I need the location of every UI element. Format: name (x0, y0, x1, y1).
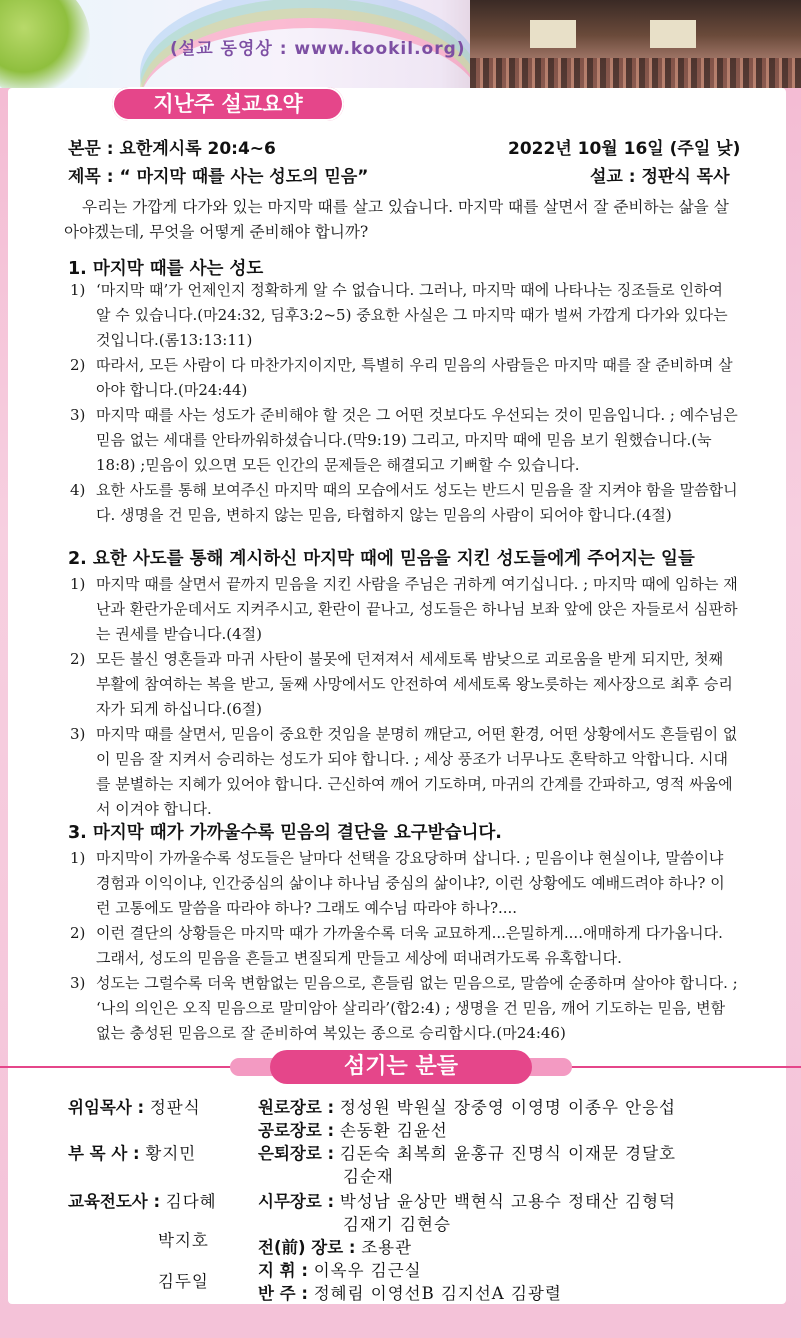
servant-names: 조용관 (361, 1238, 413, 1257)
section-items (70, 572, 738, 822)
servant-entry (158, 1227, 209, 1251)
tree-leaves-decoration (0, 0, 90, 88)
servant-entry (68, 1094, 201, 1118)
section-heading: 2. 요한 사도를 통해 계시하신 마지막 때에 믿음을 지킨 성도들에게 주어지는 일들 (68, 549, 695, 569)
item-text: 마지막 때를 살면서, 믿음이 중요한 것임을 분명히 깨닫고, 어떤 환경, 어떤 상황에서도 흔들림이 없이 믿음 잘 지켜서 승리하는 성도가 되야 합니다. ; 세상 풍조가 너무나도 혼탁하고 악합니다. 시대를 분별하는 지혜가 있어야 합니다. 근신하여 깨어 기도하며, 마귀의 간계를 간파하고, 영적 싸움에서 이겨야 합니다. (96, 725, 738, 818)
list-item (70, 353, 738, 403)
servant-names: 김순재 (343, 1167, 394, 1186)
servant-names: 박지호 (158, 1231, 209, 1250)
header-banner (0, 0, 801, 88)
servant-role: 공로장로 : (258, 1121, 340, 1140)
servant-role: 전(前) 장로 : (258, 1238, 362, 1257)
item-number: 3) (70, 725, 86, 743)
sermon-date: 2022년 10월 16일 (주일 낮) (508, 139, 741, 159)
section-items (70, 278, 738, 528)
congregation (470, 58, 801, 88)
item-text: 마지막 때를 사는 성도가 준비해야 할 것은 그 어떤 것보다도 우선되는 것이 믿음입니다. ; 예수님은 믿음 없는 세대를 안타까워하셨습니다.(막9:19) 그리고, 마지막 때에 믿음 보기 원했습니다.(눅18:8) ;믿음이 있으면 모든 인간의 문제들은 해결되고 기뻐할 수 있습니다. (96, 406, 738, 474)
item-number: 2) (70, 650, 86, 668)
section-heading: 3. 마지막 때가 가까울수록 믿음의 결단을 요구받습니다. (68, 823, 502, 843)
item-number: 2) (70, 924, 86, 942)
item-text: ‘마지막 때’가 언제인지 정확하게 알 수 없습니다. 그러나, 마지막 때에 나타나는 징조들로 인하여 알 수 있습니다.(마24:32, 딤후3:2~5) 중요한 사실은 그 마지막 때가 벌써 가깝게 다가와 있다는 것입니다.(롬13:13:11) (96, 281, 728, 349)
servant-names: 정판식 (149, 1098, 201, 1117)
servant-entry (343, 1163, 394, 1187)
servant-entry (68, 1140, 196, 1164)
website-link[interactable]: (설교 동영상 : www.kookil.org) (170, 39, 466, 59)
item-text: 따라서, 모든 사람이 다 마찬가지이지만, 특별히 우리 믿음의 사람들은 마지막 때를 잘 준비하며 살아야 합니다.(마24:44) (96, 356, 733, 399)
projector-screen (530, 20, 576, 48)
item-text: 마지막 때를 살면서 끝까지 믿음을 지킨 사람을 주님은 귀하게 여기십니다. ; 마지막 때에 임하는 재난과 환란가운데서도 지켜주시고, 환란이 끝나고, 성도들은 하나님 보좌 앞에 앉은 자들로서 심판하는 권세를 받습니다.(4절) (96, 575, 738, 643)
servant-role: 부 목 사 : (68, 1144, 146, 1163)
item-text: 마지막이 가까울수록 성도들은 날마다 선택을 강요당하며 삽니다. ; 믿음이냐 현실이냐, 말씀이냐 경험과 이익이냐, 인간중심의 삶이냐 하나님 중심의 삶이냐?, 이런 상황에도 예배드려야 하나? 이런 고통에도 말씀을 따라야 하나? 그래도 예수님 따라야 하나?.... (96, 849, 725, 917)
servant-names: 김다혜 (165, 1192, 217, 1211)
servants-heading (270, 1050, 532, 1084)
list-item (70, 278, 738, 353)
servant-role: 원로장로 : (258, 1098, 340, 1117)
servant-role: 지 휘 : (258, 1261, 314, 1280)
servant-role: 반 주 : (258, 1284, 314, 1303)
list-item (70, 722, 738, 822)
item-number: 2) (70, 356, 86, 374)
servant-role: 은퇴장로 : (258, 1144, 340, 1163)
item-number: 1) (70, 281, 86, 299)
servant-entry (158, 1268, 209, 1292)
servant-role: 교육전도사 : (68, 1192, 166, 1211)
servant-names: 김재기 김현승 (343, 1215, 451, 1234)
servant-entry (258, 1188, 676, 1212)
servant-entry (258, 1140, 676, 1164)
servants-header (0, 1050, 801, 1084)
servant-names: 황지민 (145, 1144, 197, 1163)
servant-entry (258, 1094, 676, 1118)
servant-entry (343, 1211, 451, 1235)
servant-role: 시무장로 : (258, 1192, 340, 1211)
item-text: 요한 사도를 통해 보여주신 마지막 때의 모습에서도 성도는 반드시 믿음을 잘 지켜야 함을 말씀합니다. 생명을 건 믿음, 변하지 않는 믿음, 타협하지 않는 믿음의 사람이 되어야 합니다.(4절) (96, 481, 738, 524)
servant-names: 이옥우 김근실 (313, 1261, 422, 1280)
servant-entry (258, 1257, 422, 1281)
list-item (70, 478, 738, 528)
scripture-text: 본문 : 요한계시록 20:4~6 (68, 139, 276, 159)
servant-names: 박성남 윤상만 백현식 고용수 정태산 김형덕 (339, 1192, 676, 1211)
item-number: 4) (70, 481, 86, 499)
list-item (70, 647, 738, 722)
item-number: 1) (70, 849, 86, 867)
item-text: 모든 불신 영혼들과 마귀 사탄이 불못에 던져져서 세세토록 밤낮으로 괴로움을 받게 되지만, 첫째 부활에 참여하는 복을 받고, 둘째 사망에서도 안전하여 세세토록 왕노릇하는 제사장으로 최후 승리자가 되게 하십니다.(6절) (96, 650, 733, 718)
servant-entry (68, 1188, 217, 1212)
servant-entry (258, 1234, 412, 1258)
servants-heading-text: 섬기는 분들 (344, 1054, 458, 1079)
projector-screen (650, 20, 696, 48)
item-text: 성도는 그럴수록 더욱 변함없는 믿음으로, 흔들림 없는 믿음으로, 말씀에 순종하며 살아야 합니다. ; ‘나의 의인은 오직 믿음으로 말미암아 살리라’(합2:4) ; 생명을 건 믿음, 깨어 기도하는 믿음, 변함없는 충성된 믿음으로 잘 준비하여 복있는 종으로 승리합시다.(마24:46) (96, 974, 738, 1042)
sermon-intro: 우리는 가깝게 다가와 있는 마지막 때를 살고 있습니다. 마지막 때를 살면서 잘 준비하는 삶을 살아야겠는데, 무엇을 어떻게 준비해야 합니까? (64, 198, 729, 241)
servant-entry (258, 1280, 562, 1304)
item-number: 3) (70, 974, 86, 992)
servant-names: 손동환 김윤선 (339, 1121, 448, 1140)
item-text: 이런 결단의 상황들은 마지막 때가 가까울수록 더욱 교묘하게...은밀하게....애매하게 다가옵니다. 그래서, 성도의 믿음을 흔들고 변질되게 만들고 세상에 떠내려가도록 유혹합니다. (96, 924, 723, 967)
servant-role: 위임목사 : (68, 1098, 150, 1117)
list-item (70, 572, 738, 647)
sermon-title: 제목 : “ 마지막 때를 사는 성도의 믿음” (68, 167, 369, 187)
servant-names: 김돈숙 최복희 윤홍규 진명식 이재문 경달호 (339, 1144, 676, 1163)
section-items (70, 846, 738, 1046)
section-title: 지난주 설교요약 (112, 87, 344, 121)
worship-photo (470, 0, 801, 88)
section-heading: 1. 마지막 때를 사는 성도 (68, 259, 264, 279)
preacher: 설교 : 정판식 목사 (590, 167, 730, 187)
list-item (70, 971, 738, 1046)
item-number: 1) (70, 575, 86, 593)
servant-names: 정혜림 이영선B 김지선A 김광렬 (313, 1284, 562, 1303)
servant-names: 정성원 박원실 장중영 이영명 이종우 안응섭 (339, 1098, 676, 1117)
list-item (70, 921, 738, 971)
list-item (70, 403, 738, 478)
item-number: 3) (70, 406, 86, 424)
servant-names: 김두일 (158, 1272, 209, 1291)
servant-entry (258, 1117, 448, 1141)
list-item (70, 846, 738, 921)
